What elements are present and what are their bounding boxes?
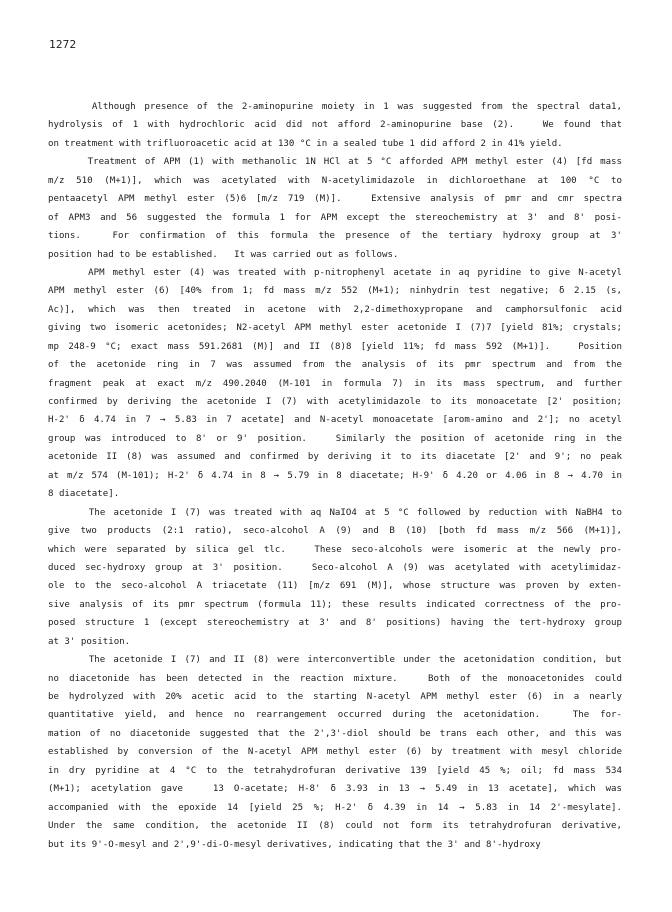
text-line: Treatment of APM (1) with methanolic 1N HCl at 5 °C afforded APM methyl ester (4) [fd mass xyxy=(48,157,622,168)
text-line: ole to the seco-alcohol A triacetate (11) [m/z 691 (M)], whose structure was proven by exten- xyxy=(48,581,622,592)
text-line: (M+1); acetylation gave 13 O-acetate; H-8' δ 3.93 in 13 → 5.49 in 13 acetate], which was xyxy=(48,784,622,795)
text-line: position had to be established. It was carried out as follows. xyxy=(48,249,399,260)
text-line: confirmed by deriving the acetonide I (7) with acetylimidazole to its monoacetate [2' position; xyxy=(48,397,622,407)
text-line: which were separated by silica gel tlc. These seco-alcohols were isomeric at the newly pro- xyxy=(48,544,622,555)
text-line: be hydrolyzed with 20% acetic acid to the starting N-acetyl APM methyl ester (6) in a nearly xyxy=(48,692,622,702)
text-line: Although presence of the 2-aminopurine moiety in 1 was suggested from the spectral data1, xyxy=(48,102,622,112)
text-line: in dry pyridine at 4 °C to the tetrahydrofuran derivative 139 [yield 45 %; oil; fd mass 534 xyxy=(48,765,622,776)
text-line: 8 diacetate]. xyxy=(48,489,120,500)
page-number: 1272 xyxy=(49,38,77,51)
body-text xyxy=(48,98,622,854)
text-line: acetonide II (8) was assumed and confirmed by deriving it to its diacetate [2' and 9'; no peak xyxy=(48,452,622,463)
text-line: group was introduced to 8' or 9' position. Similarly the position of acetonide ring in the xyxy=(48,433,622,444)
text-line: tions. For confirmation of this formula the presence of the tertiary hydroxy group at 3' xyxy=(48,231,622,242)
text-line: H-2' δ 4.74 in 7 → 5.83 in 7 acetate] and N-acetyl monoacetate [arom-amino and 2']; no acetyl xyxy=(48,415,622,426)
text-line: mp 248-9 °C; exact mass 591.2681 (M)] and II (8)8 [yield 11%; fd mass 592 (M+1)]. Position xyxy=(48,341,622,352)
text-line: hydrolysis of 1 with hydrochloric acid did not afford 2-aminopurine base (2). We found that xyxy=(48,120,622,131)
text-line: duced sec-hydroxy group at 3' position. Seco-alcohol A (9) was acetylated with acetylimidaz- xyxy=(48,562,622,573)
text-line: no diacetonide has been detected in the reaction mixture. Both of the monoacetonides could xyxy=(48,673,622,684)
text-line: accompanied with the epoxide 14 [yield 25 %; H-2' δ 4.39 in 14 → 5.83 in 14 2'-mesylate]. xyxy=(48,802,622,813)
text-line: give two products (2:1 ratio), seco-alcohol A (9) and B (10) [both fd mass m/z 566 (M+1)], xyxy=(48,526,622,537)
text-line: fragment peak at exact m/z 490.2040 (M-101 in formula 7) in its mass spectrum, and further xyxy=(48,378,622,389)
text-line: on treatment with trifluoroacetic acid at 130 °C in a sealed tube 1 did afford 2 in 41% yield. xyxy=(48,138,563,149)
text-line: Ac)], which was then treated in acetone with 2,2-dimethoxypropane and camphorsulfonic acid xyxy=(48,304,622,315)
text-line: Under the same condition, the acetonide II (8) could not form its tetrahydrofuran derivative, xyxy=(48,821,622,832)
text-line: at m/z 574 (M-101); H-2' δ 4.74 in 8 → 5.79 in 8 diacetate; H-9' δ 4.20 or 4.06 in 8 → 4.70 in xyxy=(48,470,622,481)
text-line: mation of no diacetonide suggested that the 2',3'-diol should be trans each other, and this was xyxy=(48,728,622,739)
text-line: APM methyl ester (4) was treated with p-nitrophenyl acetate in aq pyridine to give N-acetyl xyxy=(48,267,622,278)
text-line: at 3' position. xyxy=(48,636,131,647)
text-line: but its 9'-O-mesyl and 2',9'-di-O-mesyl derivatives, indicating that the 3' and 8'-hydroxy xyxy=(48,839,541,850)
text-line: pentaacetyl APM methyl ester (5)6 [m/z 719 (M)]. Extensive analysis of pmr and cmr spectra xyxy=(48,194,622,205)
text-line: The acetonide I (7) and II (8) were interconvertible under the acetonidation condition, but xyxy=(48,655,622,666)
text-line: quantitative yield, and hence no rearrangement occurred during the acetonidation. The for- xyxy=(48,710,622,721)
text-line: The acetonide I (7) was treated with aq NaIO4 at 5 °C followed by reduction with NaBH4 to xyxy=(48,507,622,518)
text-line: m/z 510 (M+1)], which was acetylated with N-acetylimidazole in dichloroethane at 100 °C to xyxy=(48,175,622,186)
text-line: of the acetonide ring in 7 was assumed from the analysis of its pmr spectrum and from the xyxy=(48,360,622,371)
text-line: giving two isomeric acetonides; N2-acetyl APM methyl ester acetonide I (7)7 [yield 81%; crystals; xyxy=(48,323,622,334)
text-line: established by conversion of the N-acetyl APM methyl ester (6) by treatment with mesyl chloride xyxy=(48,747,622,758)
text-line: of APM3 and 56 suggested the formula 1 for APM except the stereochemistry at 3' and 8' posi- xyxy=(48,212,622,223)
text-line: APM methyl ester (6) [40% from 1; fd mass m/z 552 (M+1); ninhydrin test negative; δ 2.15 (s, xyxy=(48,286,622,297)
text-line: posed structure 1 (except stereochemistry at 3' and 8' positions) having the tert-hydroxy group xyxy=(48,618,622,629)
text-line: sive analysis of its pmr spectrum (formula 11); these results indicated correctness of the pro- xyxy=(48,599,622,610)
